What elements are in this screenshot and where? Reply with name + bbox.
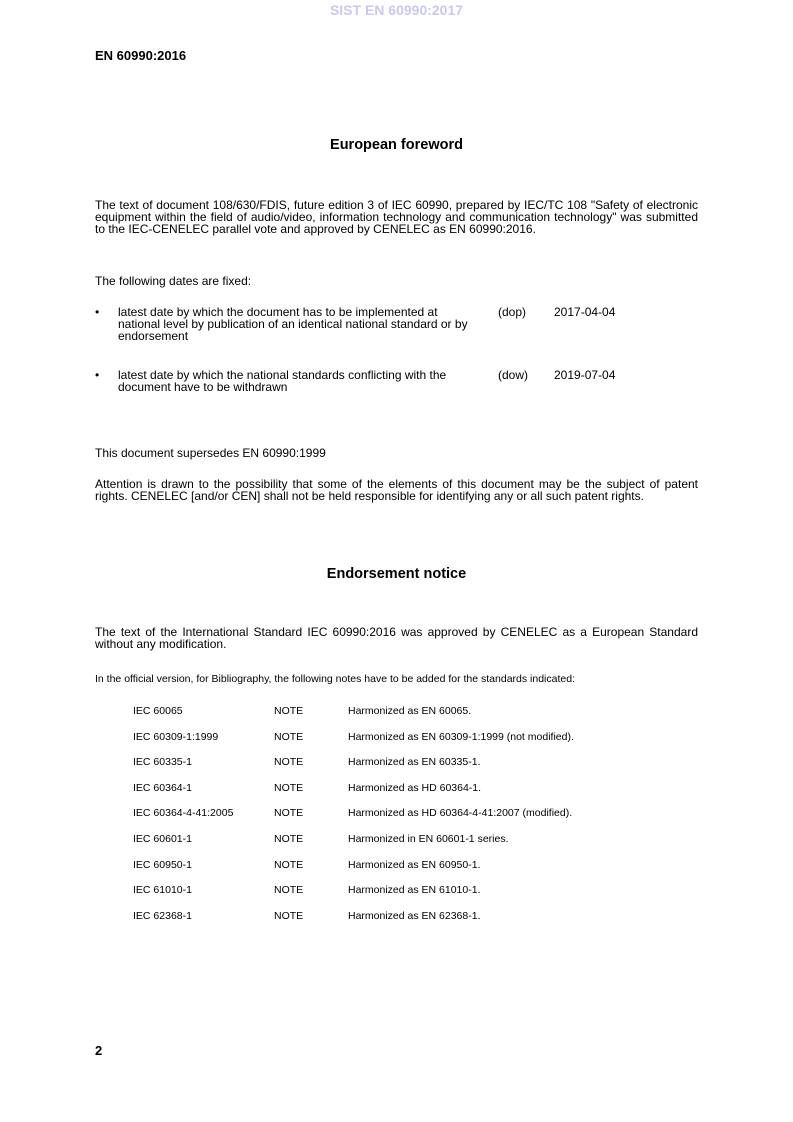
note-label: NOTE — [274, 858, 304, 871]
note-text: Harmonized as EN 60309-1:1999 (not modified). — [348, 730, 574, 743]
note-text: Harmonized as HD 60364-4-41:2007 (modified). — [348, 807, 573, 820]
standard-id: IEC 60950-1 — [133, 858, 192, 871]
foreword-paragraph: The text of document 108/630/FDIS, future edition 3 of IEC 60990, prepared by IEC/TC 108 "Safety of electronic equipment within the field of audio/video, information technology and communication technology" was submitted to the IEC-CENELEC parallel vote and approved by CENELEC as EN 60990:2016. — [95, 198, 698, 236]
standard-note-row — [133, 782, 693, 796]
standard-id: IEC 60065 — [133, 705, 183, 717]
date-value: 2019-07-04 — [554, 368, 616, 382]
note-label: NOTE — [274, 705, 304, 717]
note-label: NOTE — [274, 833, 304, 845]
note-text: Harmonized as EN 60950-1. — [348, 858, 481, 871]
note-text: Harmonized in EN 60601-1 series. — [348, 833, 509, 845]
endorsement-title: Endorsement notice — [326, 566, 467, 582]
note-text: Harmonized as EN 60335-1. — [348, 756, 481, 769]
standard-note-row — [133, 705, 693, 719]
note-label: NOTE — [274, 807, 304, 820]
note-text: Harmonized as EN 61010-1. — [348, 884, 481, 897]
watermark: SIST EN 60990:2017 — [329, 2, 464, 18]
note-label: NOTE — [274, 756, 304, 769]
standard-id: IEC 60601-1 — [133, 833, 192, 845]
date-code: (dop) — [498, 305, 527, 319]
note-label: NOTE — [274, 730, 304, 743]
date-description: latest date by which the document has to be implemented at national level by publication of an identical national standard or by endorsement — [118, 305, 468, 343]
standard-note-row — [133, 756, 693, 770]
note-label: NOTE — [274, 781, 304, 794]
note-label: NOTE — [274, 884, 304, 897]
attention-paragraph: Attention is drawn to the possibility that some of the elements of this document may be the subject of patent rights. CENELEC [and/or CEN] shall not be held responsible for identifying any or all such patent rights. — [95, 477, 698, 503]
standard-id: IEC 61010-1 — [133, 884, 192, 897]
standard-note-row — [133, 807, 693, 821]
foreword-title: European foreword — [330, 137, 463, 153]
bibliography-intro: In the official version, for Bibliography, the following notes have to be added for the standards indicated: — [95, 673, 575, 685]
standard-note-row — [133, 910, 693, 924]
standard-id: IEC 60309-1:1999 — [133, 730, 219, 743]
date-description: latest date by which the national standards conflicting with the document have to be withdrawn — [118, 368, 447, 394]
standard-note-row — [133, 833, 693, 847]
endorsement-paragraph: The text of the International Standard IEC 60990:2016 was approved by CENELEC as a European Standard without any modification. — [95, 625, 698, 651]
standard-id: IEC 60364-1 — [133, 781, 192, 794]
document-header: EN 60990:2016 — [95, 48, 187, 63]
standard-id: IEC 60335-1 — [133, 756, 192, 769]
standard-note-row — [133, 731, 693, 745]
date-value: 2017-04-04 — [554, 305, 616, 319]
date-code: (dow) — [498, 368, 529, 382]
supersedes-note: This document supersedes EN 60990:1999 — [95, 446, 326, 460]
standard-note-row — [133, 859, 693, 873]
bullet-icon: • — [95, 305, 100, 319]
standard-id: IEC 62368-1 — [133, 909, 192, 922]
standard-note-row — [133, 884, 693, 898]
standard-id: IEC 60364-4-41:2005 — [133, 807, 234, 820]
note-text: Harmonized as HD 60364-1. — [348, 781, 482, 794]
page-number: 2 — [95, 1043, 103, 1058]
dates-intro: The following dates are fixed: — [95, 274, 252, 288]
bullet-icon: • — [95, 368, 100, 382]
note-label: NOTE — [274, 909, 304, 922]
note-text: Harmonized as EN 62368-1. — [348, 909, 481, 922]
note-text: Harmonized as EN 60065. — [348, 705, 472, 717]
